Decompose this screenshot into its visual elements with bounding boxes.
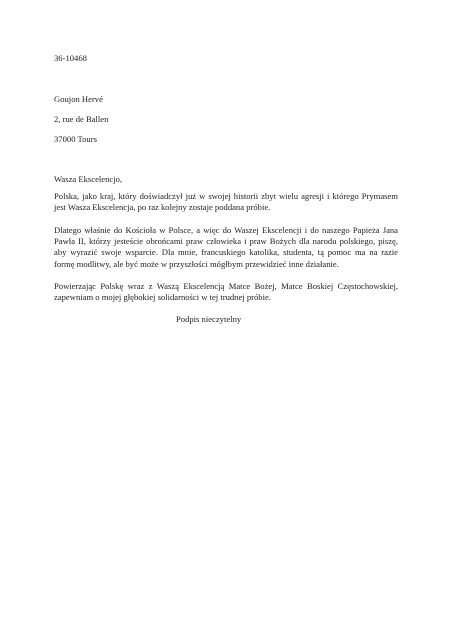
paragraph-2: Dlatego właśnie do Kościoła w Polsce, a więc do Waszej Ekscelencji i do naszego Papieża Jana Pawła II, którzy jesteście obrońcami praw człowieka i praw Bożych dla narodu polskiego, piszę, aby wyrazić swoje wsparcie. Dla mnie, francuskiego katolika, studenta, tą pomoc ma na razie formę modlitwy, ale być może w przyszłości mógłbym przewidzieć inne działanie.	[54, 225, 398, 269]
paragraph-1: Polska, jako kraj, który doświadczył już w swojej historii zbyt wielu agresji i którego Prymasem jest Wasza Ekscelencja, po raz kolejny zostaje poddana próbie.	[54, 191, 398, 213]
salutation: Wasza Ekscelencjo,	[54, 174, 123, 184]
reference-number: 36-10468	[54, 53, 87, 63]
recipient-name: Goujon Hervé	[54, 94, 103, 104]
recipient-street: 2, rue de Ballen	[54, 114, 109, 124]
paragraph-3: Powierzając Polskę wraz z Waszą Ekscelencją Matce Bożej, Matce Boskiej Częstochowskiej, zapewniam o mojej głębokiej solidarności w tej trudnej próbie.	[54, 281, 398, 303]
recipient-city: 37000 Tours	[54, 134, 97, 144]
signature-note: Podpis nieczytelny	[176, 314, 242, 324]
